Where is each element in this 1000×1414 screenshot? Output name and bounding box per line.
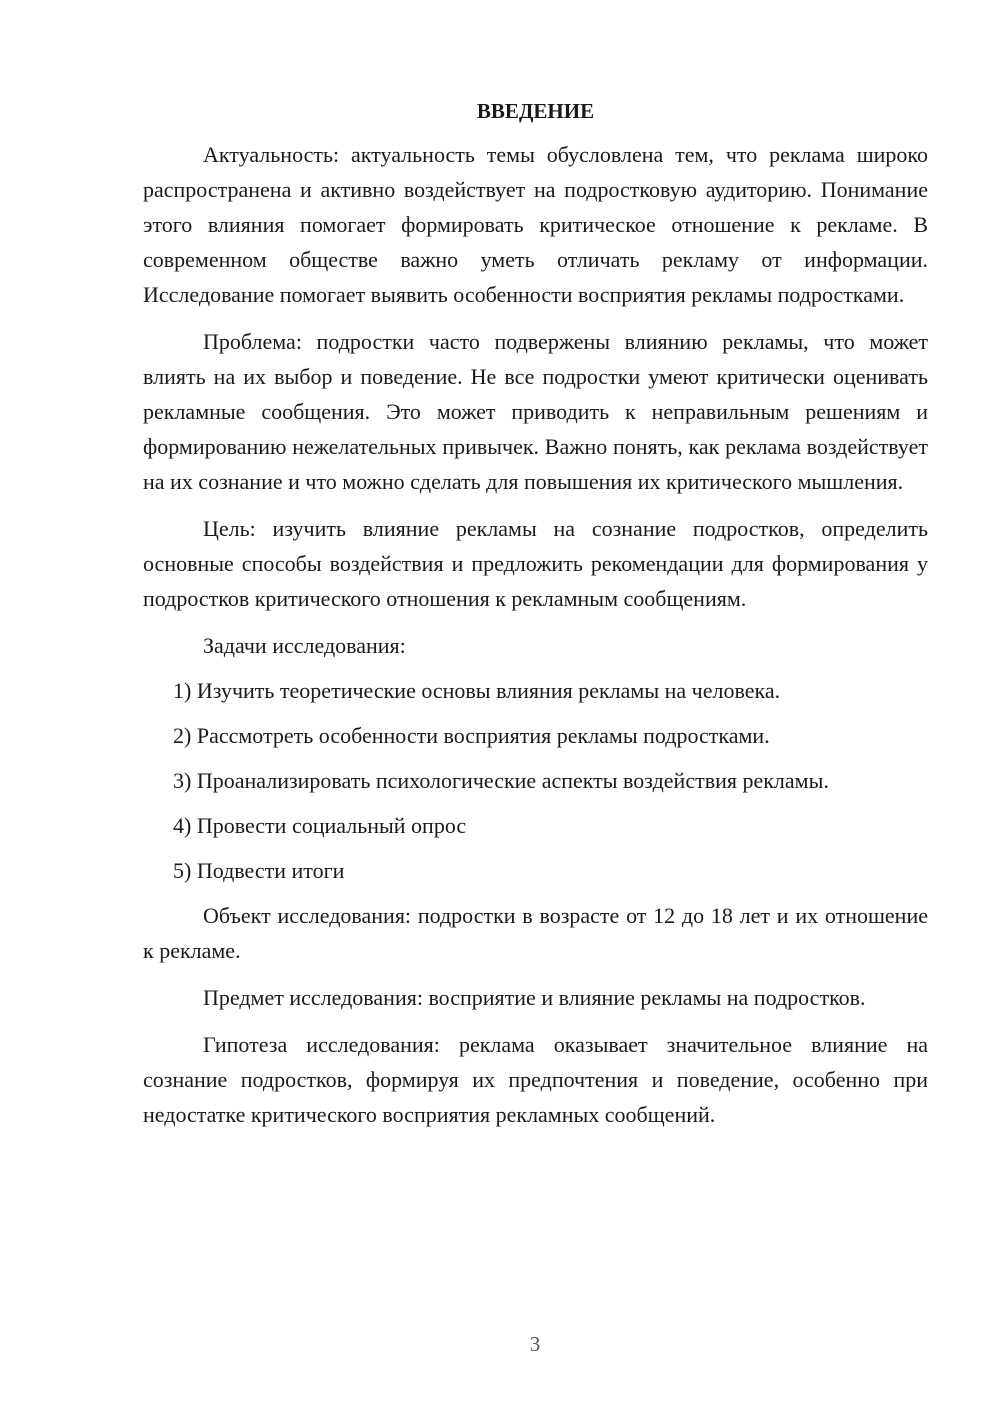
- object-paragraph: Объект исследования: подростки в возрасте от 12 до 18 лет и их отношение к рекламе.: [143, 903, 928, 963]
- task-item: [143, 853, 928, 888]
- goal-paragraph: Цель: изучить влияние рекламы на сознание подростков, определить основные способы воздействия и предложить рекомендации для формирования у подростков критического отношения к рекламным сообщениям.: [143, 516, 928, 611]
- task-list: [143, 673, 928, 888]
- task-item: [143, 718, 928, 753]
- task-text: Рассмотреть особенности восприятия рекламы подростками.: [196, 723, 770, 748]
- task-text: Подвести итоги: [196, 858, 345, 883]
- page-number: 3: [529, 1332, 541, 1356]
- relevance-paragraph: Актуальность: актуальность темы обусловлена тем, что реклама широко распространена и активно воздействует на подростковую аудиторию. Понимание этого влияния помогает формировать критическое отношение к рекламе. В современном обществе важно уметь отличать рекламу от информации. Исследование помогает выявить особенности восприятия рекламы подростками.: [143, 142, 928, 307]
- task-number: 5): [173, 858, 192, 883]
- task-number: 3): [173, 768, 192, 793]
- task-number: 4): [173, 813, 192, 838]
- task-number: 2): [173, 723, 192, 748]
- task-text: Проанализировать психологические аспекты воздействия рекламы.: [196, 768, 829, 793]
- page-title: ВВЕДЕНИЕ: [476, 99, 595, 123]
- task-text: Провести социальный опрос: [196, 813, 467, 838]
- task-number: 1): [173, 678, 192, 703]
- document-body: [143, 95, 928, 1132]
- subject-paragraph: Предмет исследования: восприятие и влияние рекламы на подростков.: [203, 985, 866, 1010]
- task-item: [143, 808, 928, 843]
- task-item: [143, 763, 928, 798]
- tasks-heading: Задачи исследования:: [203, 633, 406, 658]
- hypothesis-paragraph: Гипотеза исследования: реклама оказывает значительное влияние на сознание подростков, формируя их предпочтения и поведение, особенно при недостатке критического восприятия рекламных сообщений.: [143, 1032, 928, 1127]
- task-item: [143, 673, 928, 708]
- task-text: Изучить теоретические основы влияния рекламы на человека.: [196, 678, 781, 703]
- problem-paragraph: Проблема: подростки часто подвержены влиянию рекламы, что может влиять на их выбор и поведение. Не все подростки умеют критически оценивать рекламные сообщения. Это может приводить к неправильным решениям и формированию нежелательных привычек. Важно понять, как реклама воздействует на их сознание и что можно сделать для повышения их критического мышления.: [143, 329, 928, 494]
